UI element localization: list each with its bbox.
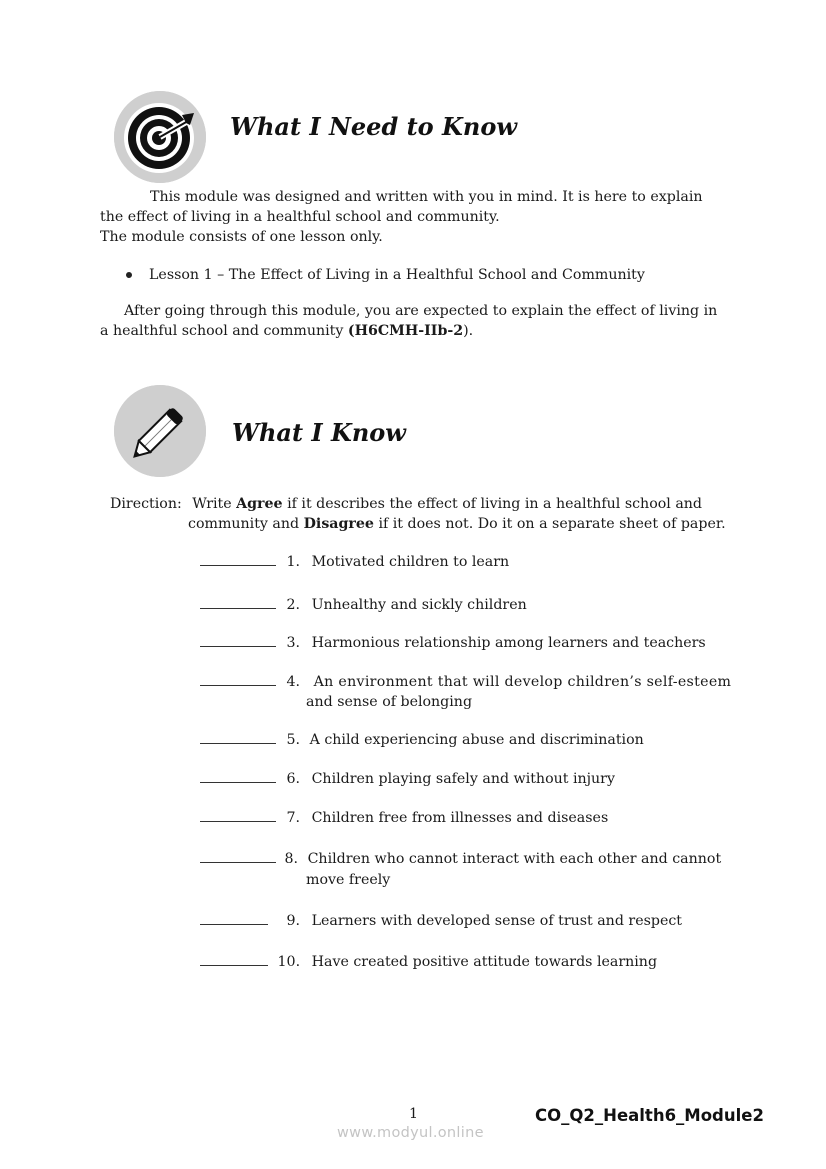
question-item-8 xyxy=(200,848,721,890)
answer-blank[interactable] xyxy=(200,632,276,647)
question-item-9 xyxy=(200,910,682,931)
objective-line-1: After going through this module, you are expected to explain the effect of living in xyxy=(124,303,718,319)
objective-text: a healthful school and community xyxy=(100,323,348,339)
item-text: Have created positive attitude towards learning xyxy=(311,954,658,970)
intro-line-2: the effect of living in a healthful school and community. xyxy=(100,209,500,225)
item-number: 6. xyxy=(286,771,301,787)
item-number: 4. xyxy=(286,674,301,690)
objective-paragraph xyxy=(100,301,717,341)
question-item-10 xyxy=(200,951,657,972)
watermark: www.modyul.online xyxy=(337,1125,484,1141)
lesson-list xyxy=(100,265,645,285)
bullet-icon xyxy=(126,272,132,278)
direction-text: community and xyxy=(188,516,304,532)
pencil-icon xyxy=(114,385,206,477)
item-number: 10. xyxy=(277,954,301,970)
item-text: An environment that will develop children’s self-esteem xyxy=(313,674,732,690)
direction-line-1 xyxy=(110,494,726,514)
objective-suffix: ). xyxy=(463,323,474,339)
answer-blank[interactable] xyxy=(200,910,268,925)
item-number: 5. xyxy=(286,732,301,748)
answer-blank[interactable] xyxy=(200,848,276,863)
module-code: CO_Q2_Health6_Module2 xyxy=(535,1106,764,1125)
answer-blank[interactable] xyxy=(200,594,276,609)
question-item-2 xyxy=(200,594,527,615)
intro-line-1: This module was designed and written with you in mind. It is here to explain xyxy=(150,189,703,205)
answer-blank[interactable] xyxy=(200,768,276,783)
direction-text: if it does not. Do it on a separate sheet of paper. xyxy=(373,516,726,532)
objective-line-2 xyxy=(100,321,717,341)
question-item-1 xyxy=(200,551,509,572)
answer-blank[interactable] xyxy=(200,671,276,686)
item-number: 9. xyxy=(286,913,301,929)
direction-text: if it describes the effect of living in a healthful school and xyxy=(282,496,703,512)
disagree-keyword: Disagree xyxy=(303,516,374,532)
item-text: Children playing safely and without injury xyxy=(311,771,615,787)
direction-text: Write xyxy=(192,496,237,512)
item-text: Learners with developed sense of trust and respect xyxy=(311,913,682,929)
section-title-what-i-know: What I Know xyxy=(232,418,406,447)
item-text: Children who cannot interact with each other and cannot xyxy=(307,851,722,867)
item-text: A child experiencing abuse and discrimination xyxy=(309,732,644,748)
item-number: 8. xyxy=(284,851,299,867)
agree-keyword: Agree xyxy=(236,496,283,512)
question-item-3 xyxy=(200,632,706,653)
item-number: 1. xyxy=(286,554,301,570)
lesson-label: Lesson 1 – The Effect of Living in a Healthful School and Community xyxy=(149,267,645,283)
question-item-7 xyxy=(200,807,608,828)
question-item-5 xyxy=(200,729,644,750)
item-number: 7. xyxy=(286,810,301,826)
item-text: Children free from illnesses and diseases xyxy=(311,810,609,826)
section-title-what-i-need-to-know: What I Need to Know xyxy=(230,112,518,141)
intro-paragraph xyxy=(100,187,703,247)
lesson-list-item xyxy=(100,265,645,285)
answer-blank[interactable] xyxy=(200,551,276,566)
target-icon xyxy=(114,91,206,183)
direction xyxy=(110,494,726,534)
item-number: 3. xyxy=(286,635,301,651)
intro-line-3: The module consists of one lesson only. xyxy=(100,229,383,245)
question-item-4 xyxy=(200,671,731,712)
item-text: Harmonious relationship among learners and teachers xyxy=(311,635,706,651)
page-number: 1 xyxy=(409,1106,419,1122)
item-text-continued: and sense of belonging xyxy=(306,694,473,710)
question-item-6 xyxy=(200,768,615,789)
answer-blank[interactable] xyxy=(200,807,276,822)
answer-blank[interactable] xyxy=(200,951,268,966)
direction-line-2 xyxy=(110,514,726,534)
item-text: Motivated children to learn xyxy=(311,554,510,570)
item-text: Unhealthy and sickly children xyxy=(311,597,527,613)
answer-blank[interactable] xyxy=(200,729,276,744)
item-number: 2. xyxy=(286,597,301,613)
direction-label: Direction: xyxy=(110,496,182,512)
item-text-continued: move freely xyxy=(306,872,391,888)
competency-code: (H6CMH-IIb-2 xyxy=(347,323,464,339)
